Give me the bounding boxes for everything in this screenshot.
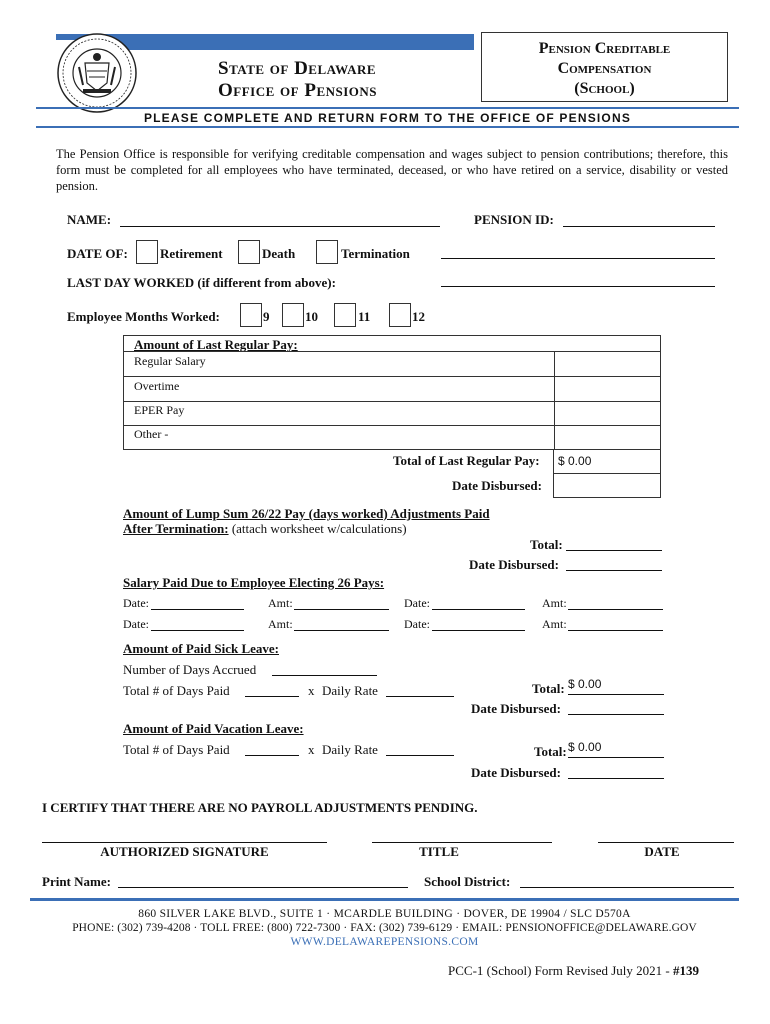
salary-26-heading: Salary Paid Due to Employee Electing 26 Pays:: [123, 575, 385, 590]
footer-address: 860 SILVER LAKE BLVD., SUITE 1 · MCARDLE BUILDING · DOVER, DE 19904 / SLC D570A: [138, 908, 631, 920]
header-rule-bottom: [36, 126, 739, 128]
agency-line-1: State of Delaware: [218, 58, 377, 79]
pension-id-label: PENSION ID:: [474, 212, 554, 227]
sick-date-disbursed-field[interactable]: [568, 700, 664, 715]
vacation-leave-heading: Amount of Paid Vacation Leave:: [123, 721, 304, 736]
authorized-signature-label: AUTHORIZED SIGNATURE: [100, 844, 269, 859]
footer-contact: PHONE: (302) 739-4208 · TOLL FREE: (800) 722-7300 · FAX: (302) 739-6129 · EMAIL: PENSIONOFFICE@DELAWARE.GOV: [72, 922, 697, 934]
pay-row-label: EPER Pay: [134, 403, 185, 417]
total-last-regular-pay-label: Total of Last Regular Pay:: [393, 453, 540, 468]
certify-statement: I CERTIFY THAT THERE ARE NO PAYROLL ADJUSTMENTS PENDING.: [42, 800, 478, 815]
sick-x-label: x: [308, 683, 315, 698]
sick-total-field[interactable]: $ 0.00: [568, 677, 664, 695]
salary-26-date-field[interactable]: [432, 617, 525, 631]
vacation-daily-rate-label: Daily Rate: [322, 742, 378, 757]
regular-salary-field[interactable]: [555, 352, 660, 376]
termination-checkbox[interactable]: [316, 240, 338, 264]
last-day-worked-label: LAST DAY WORKED (if different from above):: [67, 275, 336, 290]
eper-pay-field[interactable]: [555, 402, 660, 426]
salary-26-amt-label: Amt:: [268, 596, 293, 610]
sick-total-label: Total:: [532, 681, 565, 696]
months-10-checkbox[interactable]: [282, 303, 304, 327]
worksheet-note: (attach worksheet w/calculations): [231, 521, 407, 536]
salary-26-date-field[interactable]: [151, 617, 244, 631]
sick-days-paid-label: Total # of Days Paid: [123, 683, 230, 698]
vacation-date-disbursed-field[interactable]: [568, 764, 664, 779]
months-9-label: 9: [263, 309, 270, 324]
salary-26-amt-field[interactable]: [294, 596, 389, 610]
retirement-checkbox[interactable]: [136, 240, 158, 264]
salary-26-amt-field[interactable]: [568, 617, 663, 631]
school-district-field[interactable]: [520, 872, 734, 888]
footer-rule: [30, 898, 739, 901]
authorized-signature-field[interactable]: [42, 827, 327, 843]
termination-label: Termination: [341, 246, 410, 261]
form-revision-text: PCC-1 (School) Form Revised July 2021 -: [448, 963, 673, 978]
salary-26-date-label: Date:: [404, 596, 430, 610]
intro-paragraph: The Pension Office is responsible for verifying creditable compensation and wages subject to pension contributions; therefore, this form must be completed for all employees who have terminated, deceased, or who have retired on a service, disability or vested pension.: [56, 147, 728, 193]
total-last-regular-pay-field[interactable]: $ 0.00: [553, 450, 661, 474]
print-name-label: Print Name:: [42, 874, 111, 889]
sick-leave-heading: Amount of Paid Sick Leave:: [123, 641, 279, 656]
salary-26-amt-field[interactable]: [568, 596, 663, 610]
last-regular-pay-heading: Amount of Last Regular Pay:: [134, 337, 298, 352]
instruction-text: PLEASE COMPLETE AND RETURN FORM TO THE OFFICE OF PENSIONS: [143, 111, 632, 125]
salary-26-amt-label: Amt:: [542, 596, 567, 610]
header-rule: [36, 107, 739, 109]
lump-sum-date-disbursed-field[interactable]: [566, 556, 662, 571]
salary-26-date-label: Date:: [123, 617, 149, 631]
salary-26-date-field[interactable]: [432, 596, 525, 610]
title-label: TITLE: [419, 844, 459, 859]
salary-26-amt-label: Amt:: [542, 617, 567, 631]
form-title-line-2: Compensation: [557, 60, 652, 77]
agency-name: [218, 58, 377, 102]
vacation-date-disbursed-label: Date Disbursed:: [471, 765, 561, 780]
retirement-label: Retirement: [160, 246, 223, 261]
last-day-worked-field[interactable]: [441, 270, 715, 287]
months-9-checkbox[interactable]: [240, 303, 262, 327]
title-field[interactable]: [372, 827, 552, 843]
date-disbursed-field[interactable]: [553, 474, 661, 498]
date-of-field[interactable]: [441, 242, 715, 259]
date-label: DATE: [644, 844, 680, 859]
salary-26-date-label: Date:: [404, 617, 430, 631]
vacation-days-paid-field[interactable]: [245, 741, 299, 756]
death-label: Death: [262, 246, 296, 261]
lump-sum-total-field[interactable]: [566, 536, 662, 551]
form-revision-number: #139: [672, 963, 699, 978]
salary-26-amt-label: Amt:: [268, 617, 293, 631]
salary-26-date-label: Date:: [123, 596, 149, 610]
sick-days-paid-field[interactable]: [245, 682, 299, 697]
form-revision: [448, 963, 699, 979]
salary-26-date-field[interactable]: [151, 596, 244, 610]
last-regular-pay-table: [123, 335, 661, 450]
death-checkbox[interactable]: [238, 240, 260, 264]
vacation-total-label: Total:: [534, 744, 567, 759]
sick-date-disbursed-label: Date Disbursed:: [471, 701, 561, 716]
salary-26-amt-field[interactable]: [294, 617, 389, 631]
form-title-box: [481, 32, 728, 102]
delaware-seal: [57, 33, 137, 113]
name-label: NAME:: [67, 212, 112, 227]
months-11-label: 11: [358, 309, 371, 324]
pay-row-label: Regular Salary: [134, 354, 206, 368]
form-title-line-1: Pension Creditable: [538, 40, 671, 57]
form-title-line-3: (School): [574, 80, 635, 97]
lump-sum-date-disbursed-label: Date Disbursed:: [469, 557, 559, 572]
lump-sum-subheading: [123, 521, 407, 537]
school-district-label: School District:: [424, 874, 511, 889]
sick-daily-rate-field[interactable]: [386, 682, 454, 697]
months-11-checkbox[interactable]: [334, 303, 356, 327]
overtime-field[interactable]: [555, 377, 660, 401]
pay-row-label: Overtime: [134, 379, 180, 393]
footer-website: WWW.DELAWAREPENSIONS.COM: [290, 936, 479, 948]
agency-line-2: Office of Pensions: [218, 80, 378, 101]
pay-row-label: Other -: [134, 427, 169, 441]
pension-id-field[interactable]: [563, 210, 715, 227]
vacation-days-paid-label: Total # of Days Paid: [123, 742, 230, 757]
months-worked-label: Employee Months Worked:: [67, 309, 220, 324]
vacation-x-label: x: [308, 742, 315, 757]
months-12-label: 12: [412, 309, 425, 324]
after-termination-label: After Termination:: [123, 521, 229, 536]
days-accrued-field[interactable]: [272, 661, 377, 676]
date-disbursed-label: Date Disbursed:: [452, 478, 542, 493]
print-name-field[interactable]: [118, 872, 408, 888]
other-pay-field[interactable]: [555, 426, 660, 450]
lump-sum-total-label: Total:: [530, 537, 563, 552]
date-field[interactable]: [598, 827, 734, 843]
months-12-checkbox[interactable]: [389, 303, 411, 327]
vacation-daily-rate-field[interactable]: [386, 741, 454, 756]
lump-sum-heading: Amount of Lump Sum 26/22 Pay (days worked) Adjustments Paid: [123, 506, 490, 521]
days-accrued-label: Number of Days Accrued: [123, 662, 257, 677]
vacation-total-field[interactable]: $ 0.00: [568, 740, 664, 758]
name-field[interactable]: [120, 210, 440, 227]
months-10-label: 10: [305, 309, 318, 324]
date-of-label: DATE OF:: [67, 246, 128, 261]
sick-daily-rate-label: Daily Rate: [322, 683, 378, 698]
